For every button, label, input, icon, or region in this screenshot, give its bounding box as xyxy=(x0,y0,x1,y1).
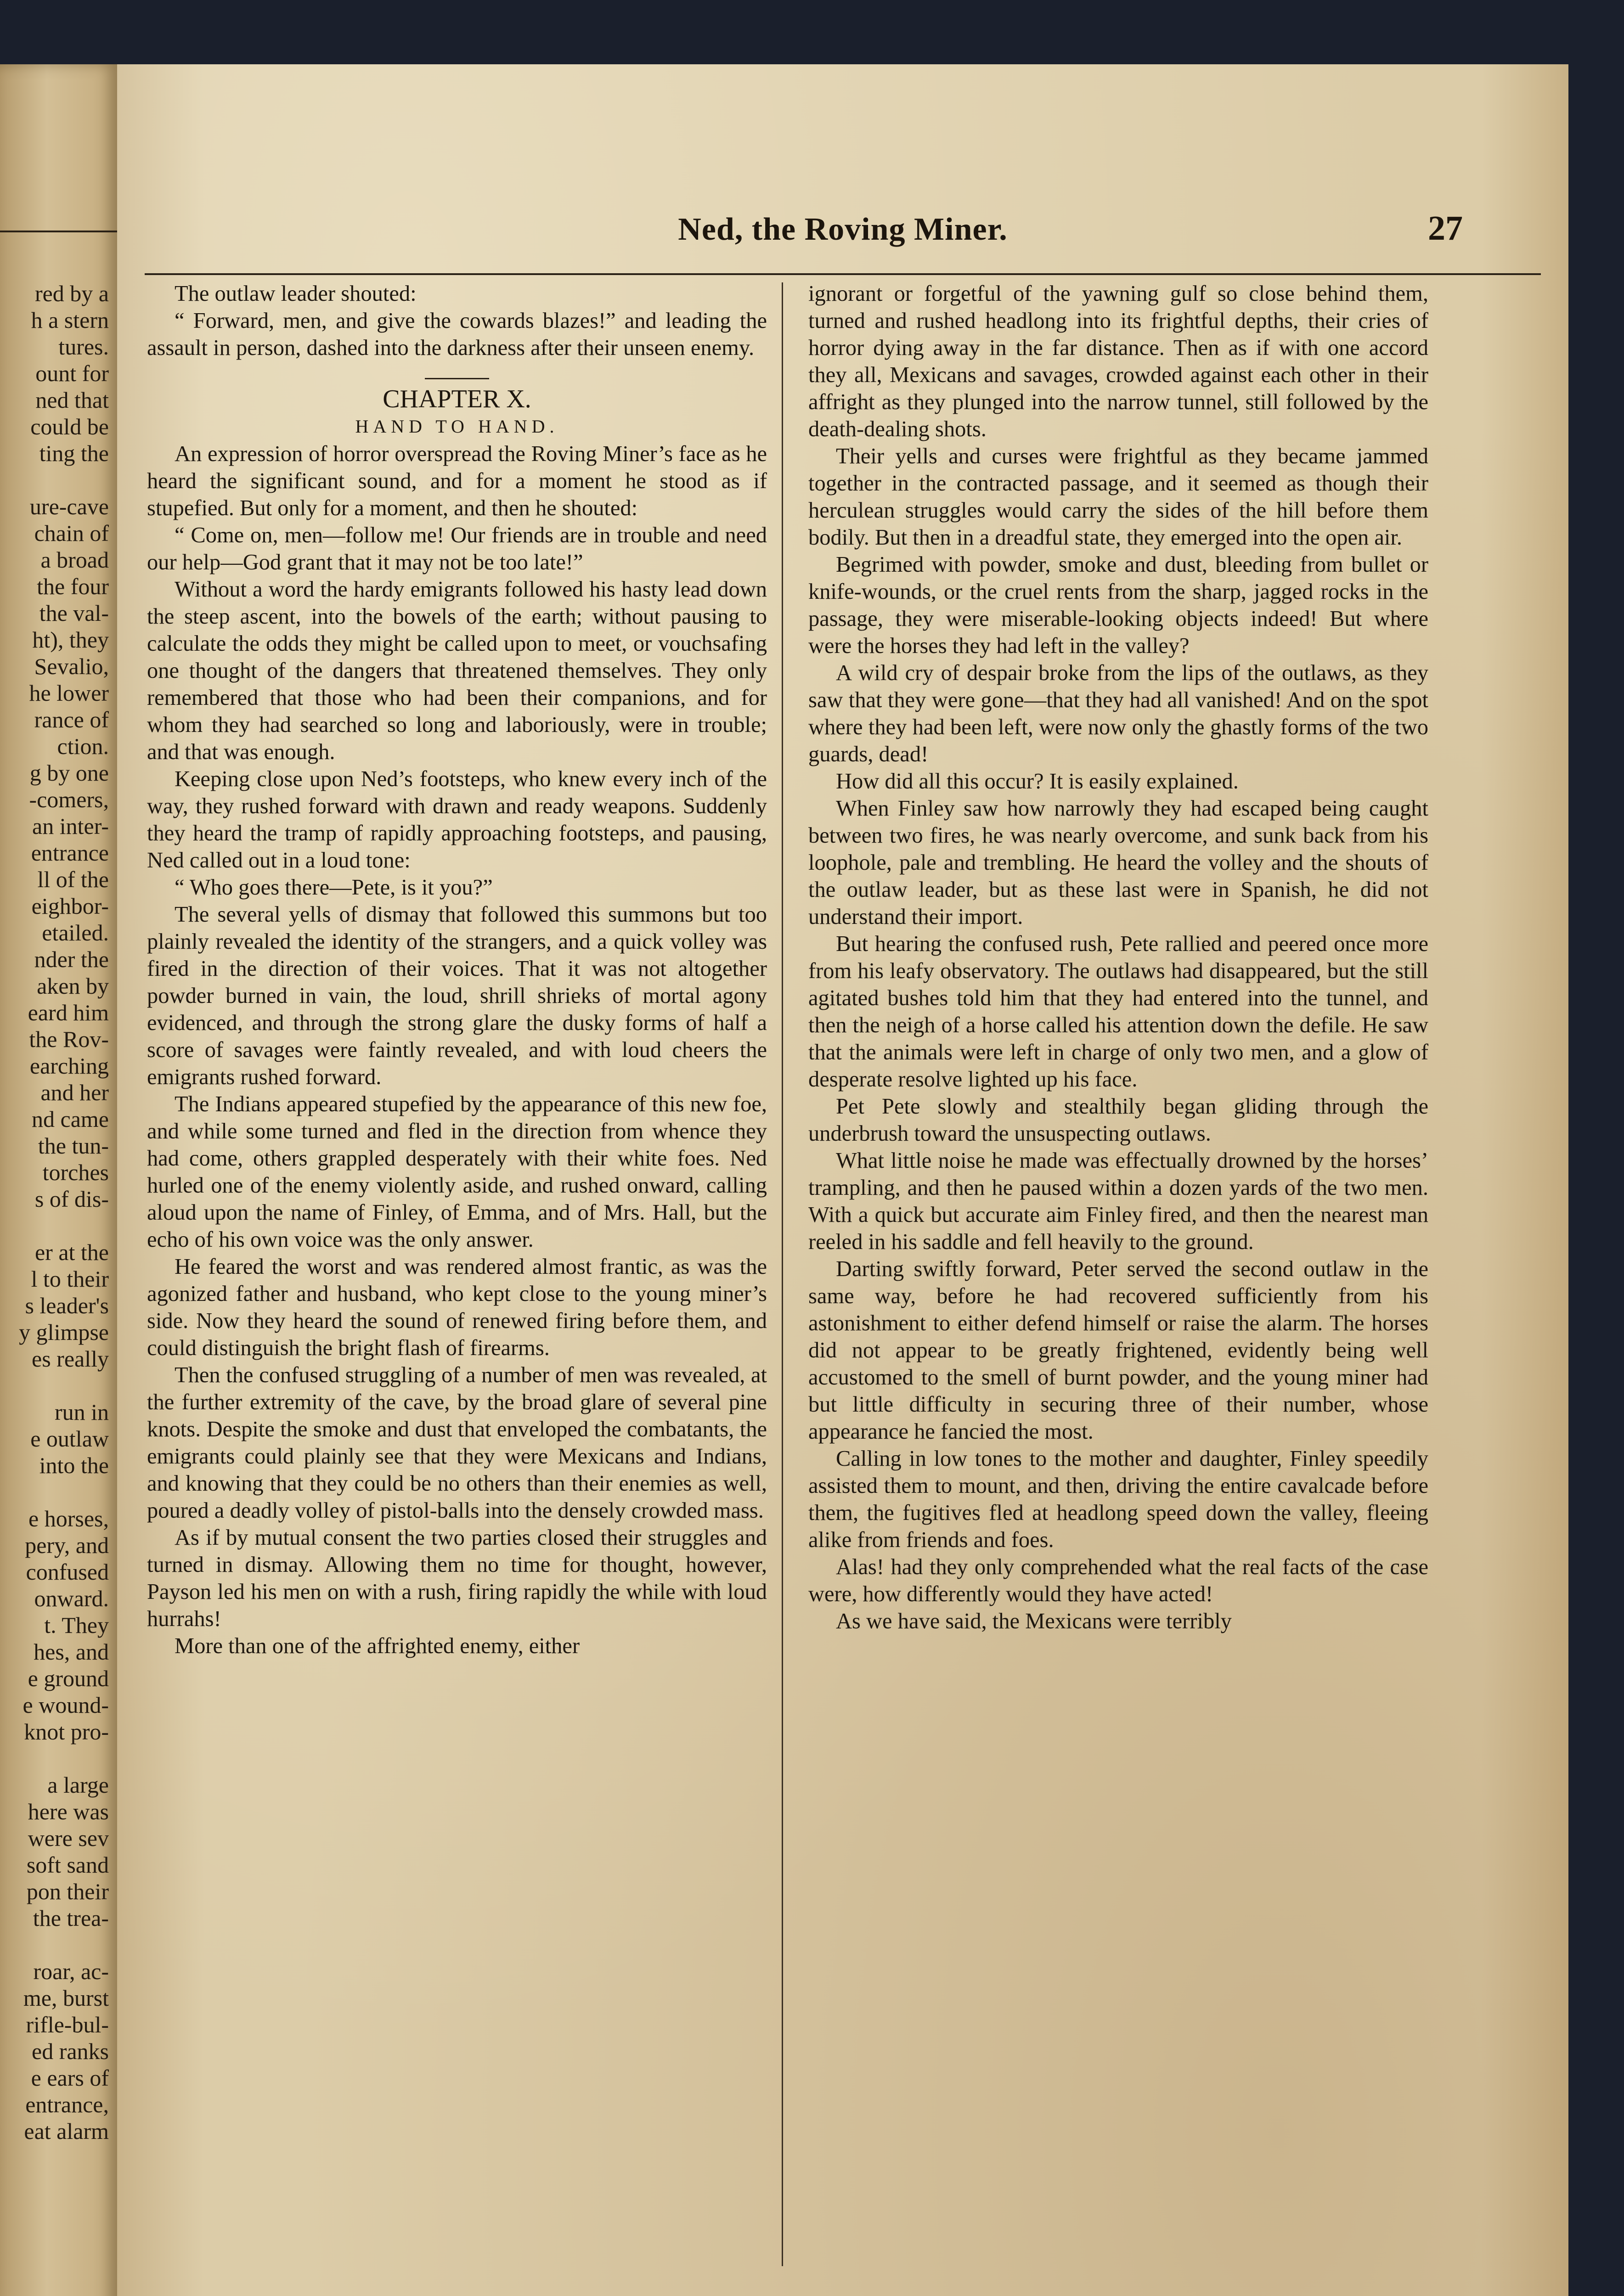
previous-page-line: run in xyxy=(54,1399,109,1425)
previous-page-line: and her xyxy=(40,1080,109,1105)
previous-page-line: into the xyxy=(39,1452,109,1478)
paragraph: “ Come on, men—follow me! Our friends are in trouble and need our help—God grant that it may not be too late!” xyxy=(147,523,767,574)
paragraph: Alas! had they only comprehended what the real facts of the case were, how differently would they have acted! xyxy=(808,1555,1428,1606)
paragraph: He feared the worst and was rendered almost frantic, as was the agonized father and husband, who kept close to the young miner’s side. Now they heard the sound of renewed firing before them, and could distinguish the bright flash of firearms. xyxy=(147,1255,767,1360)
previous-page-line: red by a xyxy=(34,281,109,306)
previous-page-line: knot pro- xyxy=(24,1719,109,1745)
previous-page-line: chain of xyxy=(34,520,109,546)
chapter-subtitle: HAND TO HAND. xyxy=(355,416,559,437)
page xyxy=(117,64,1568,2296)
paragraph: Begrimed with powder, smoke and dust, bleeding from bullet or knife-wounds, or the cruel rents from the sharp, jagged rocks in the passage, they were miserable-looking objects indeed! But where were the horses they had left in the valley? xyxy=(808,552,1428,658)
previous-page-line: torches xyxy=(42,1159,109,1185)
previous-page-line: e ground xyxy=(28,1666,109,1691)
left-column xyxy=(147,280,767,2236)
previous-page-line: nder the xyxy=(34,946,109,972)
chapter-title: CHAPTER X. xyxy=(147,384,767,414)
previous-page-line: roar, ac- xyxy=(33,1958,109,1984)
previous-page-line: rance of xyxy=(34,707,109,732)
previous-page-line: an inter- xyxy=(32,813,109,839)
paragraph: Calling in low tones to the mother and daughter, Finley speedily assisted them to mount, and then, driving the entire cavalcade before them, the fugitives fled at headlong speed down the valley, fleeing alike from friends and foes. xyxy=(808,1446,1428,1552)
paragraph: “ Who goes there—Pete, is it you?” xyxy=(175,875,493,900)
running-title: Ned, the Roving Miner. xyxy=(678,212,1008,247)
previous-page-line: earching xyxy=(29,1053,109,1079)
continued-paragraph: ignorant or forgetful of the yawning gulf so close behind them, turned and rushed headlong into its frightful depths, their cries of horror dying away in the far distance. Then as if with one accord they all, Mexicans and savages, crowded against each other in their affright as they plunged into the narrow tunnel, still followed by the death-dealing shots. xyxy=(808,281,1428,441)
previous-page-line: eat alarm xyxy=(24,2118,109,2144)
previous-page-line: here was xyxy=(28,1799,109,1824)
previous-page-line: ction. xyxy=(57,733,109,759)
page-number: 27 xyxy=(1428,209,1463,248)
previous-page-line: e horses, xyxy=(28,1506,109,1531)
paragraph: Then the confused struggling of a number of men was revealed, at the further extremity of the cave, by the broad glare of several pine knots. Despite the smoke and dust that enveloped the combatants, the emigrants could plainly see that they were Mexicans and Indians, and knowing that they could be no others than their enemies as well, poured a deadly volley of pistol-balls into the densely crowded mass. xyxy=(147,1363,767,1523)
previous-page-line: confused xyxy=(26,1559,109,1585)
previous-page-line: y glimpse xyxy=(19,1319,109,1345)
previous-page-line: -comers, xyxy=(29,787,109,812)
previous-page-line: Sevalio, xyxy=(34,653,109,679)
paragraph: As if by mutual consent the two parties closed their struggles and turned in dismay. Allowing them no time for thought, however, Payson led his men on with a rush, firing rapidly the while with loud hurrahs! xyxy=(147,1525,767,1631)
previous-page-line: pery, and xyxy=(25,1532,109,1558)
previous-page-line: ll of the xyxy=(37,867,109,892)
column-divider xyxy=(782,282,783,2266)
paragraph: Pet Pete slowly and stealthily began gliding through the underbrush toward the unsuspecting outlaws. xyxy=(808,1094,1428,1146)
paragraph: Darting swiftly forward, Peter served the second outlaw in the same way, before he had recovered sufficiently from his astonishment to either defend himself or raise the alarm. The horses did not appear to be greatly frightened, evidently being well accustomed to the smell of burnt powder, and the young miner had but little difficulty in securing three of their number, whose appearance he fancied the most. xyxy=(808,1257,1428,1444)
previous-page-line: l to their xyxy=(31,1266,109,1292)
previous-page-line: ure-cave xyxy=(29,494,109,519)
previous-page-line: rifle-bul- xyxy=(26,2012,109,2037)
previous-page-line: er at the xyxy=(34,1239,109,1265)
previous-page-line: ned that xyxy=(35,387,109,413)
paragraph: As we have said, the Mexicans were terribly xyxy=(836,1609,1232,1633)
previous-page-line: onward. xyxy=(34,1586,109,1611)
previous-page-line: a large xyxy=(47,1772,109,1798)
previous-page-line: the tun- xyxy=(38,1133,109,1159)
page-header xyxy=(117,211,1568,266)
previous-page-line: aken by xyxy=(37,973,109,999)
paragraph: The several yells of dismay that followed this summons but too plainly revealed the identity of the strangers, and a quick volley was fired in the direction of their voices. That it was not altogether powder burned in vain, the loud, shrill shrieks of mortal agony evidenced, and through the strong glare the dusky forms of half a score of savages were faintly revealed, and with loud cheers the emigrants rushed forward. xyxy=(147,902,767,1089)
previous-page-line: etailed. xyxy=(42,920,109,945)
previous-page-line: the Rov- xyxy=(29,1026,109,1052)
paragraph: An expression of horror overspread the Roving Miner’s face as he heard the significant sound, and for a moment he stood as if stupefied. But only for a moment, and then he shouted: xyxy=(147,442,767,520)
previous-page-line: e wound- xyxy=(23,1692,109,1718)
previous-page-line: a broad xyxy=(40,547,109,573)
previous-page-line: e outlaw xyxy=(30,1426,109,1452)
previous-page-line: entrance xyxy=(31,840,109,866)
previous-page-line: pon their xyxy=(26,1879,109,1904)
previous-page-line: the four xyxy=(37,574,109,599)
previous-page-line: ount for xyxy=(35,360,109,386)
paragraph: A wild cry of despair broke from the lips of the outlaws, as they saw that they were gone—that they had all vanished! And on the spot where they had been left, were now only the ghastly forms of the two guards, dead! xyxy=(808,661,1428,766)
intro-paragraph: “ Forward, men, and give the cowards blazes!” and leading the assault in person, dashed into the darkness after their unseen enemy. xyxy=(147,309,767,360)
previous-page-line: eighbor- xyxy=(31,893,109,919)
previous-page-line: e ears of xyxy=(31,2065,109,2091)
previous-page-line: s of dis- xyxy=(34,1186,109,1212)
previous-page-strip xyxy=(0,64,117,2296)
previous-page-line: h a stern xyxy=(31,307,109,333)
paragraph: Keeping close upon Ned’s footsteps, who knew every inch of the way, they rushed forward with drawn and ready weapons. Suddenly they heard the tramp of rapidly approaching footsteps, and pausing, Ned called out in a loud tone: xyxy=(147,767,767,872)
previous-page-line: es really xyxy=(32,1346,109,1372)
previous-page-line: ed ranks xyxy=(32,2038,109,2064)
intro-paragraph: The outlaw leader shouted: xyxy=(175,281,417,306)
previous-page-line: ting the xyxy=(39,440,109,466)
paragraph: Their yells and curses were frightful as they became jammed together in the contracted passage, and it seemed as though their herculean struggles would carry the sides of the hill before them bodily. But then in a dreadful state, they emerged into the open air. xyxy=(808,444,1428,550)
previous-page-line: eard him xyxy=(28,1000,109,1025)
previous-page-line: g by one xyxy=(29,760,109,786)
previous-page-line: he lower xyxy=(29,680,109,706)
paragraph: When Finley saw how narrowly they had escaped being caught between two fires, he was nearly overcome, and sunk back from his loophole, pale and trembling. He heard the volley and the shouts of the outlaw leader, but as these last were in Spanish, he did not understand their import. xyxy=(808,796,1428,929)
previous-page-rule xyxy=(0,231,117,232)
right-column xyxy=(808,280,1428,2236)
previous-page-line: could be xyxy=(30,414,109,439)
previous-page-line: s leader's xyxy=(25,1293,109,1318)
paragraph: The Indians appeared stupefied by the appearance of this new foe, and while some turned and fled in the direction from whence they had come, others grappled desperately with their white foes. Ned hurled one of the enemy violently aside, and rushed onward, calling aloud upon the name of Finley, of Emma, and of Mrs. Hall, but the echo of his own voice was the only answer. xyxy=(147,1092,767,1252)
previous-page-line: tures. xyxy=(58,334,109,360)
previous-page-line: the trea- xyxy=(33,1905,109,1931)
paragraph: How did all this occur? It is easily explained. xyxy=(836,769,1239,793)
previous-page-line: entrance, xyxy=(25,2092,109,2117)
previous-page-line: hes, and xyxy=(34,1639,109,1665)
paragraph: Without a word the hardy emigrants followed his hasty lead down the steep ascent, into the bowels of the earth; without pausing to calculate the odds they might be called upon to meet, or vouchsafing one thought of the dangers that threatened themselves. They only remembered that those who had been their companions, and for whom they had searched so long and laboriously, were in trouble; and that was enough. xyxy=(147,577,767,764)
paragraph: What little noise he made was effectually drowned by the horses’ trampling, and then he paused within a dozen yards of the two men. With a quick but accurate aim Finley fired, and then the nearest man reeled in his saddle and fell heavily to the ground. xyxy=(808,1148,1428,1254)
previous-page-line: soft sand xyxy=(26,1852,109,1878)
previous-page-line: were sev xyxy=(28,1825,109,1851)
previous-page-line: t. They xyxy=(44,1612,109,1638)
paragraph: But hearing the confused rush, Pete rallied and peered once more from his leafy observatory. The outlaws had disappeared, but the still agitated bushes told him that they had entered into the tunnel, and then the neigh of a horse called his attention down the defile. He saw that the animals were left in charge of only two men, and a glow of desperate resolve lighted up his face. xyxy=(808,932,1428,1092)
previous-page-line: me, burst xyxy=(23,1985,109,2011)
header-rule xyxy=(145,273,1541,275)
paragraph: More than one of the affrighted enemy, either xyxy=(175,1634,580,1658)
previous-page-line: the val- xyxy=(39,600,109,626)
previous-page-line: ht), they xyxy=(32,627,109,653)
previous-page-line: nd came xyxy=(32,1106,109,1132)
